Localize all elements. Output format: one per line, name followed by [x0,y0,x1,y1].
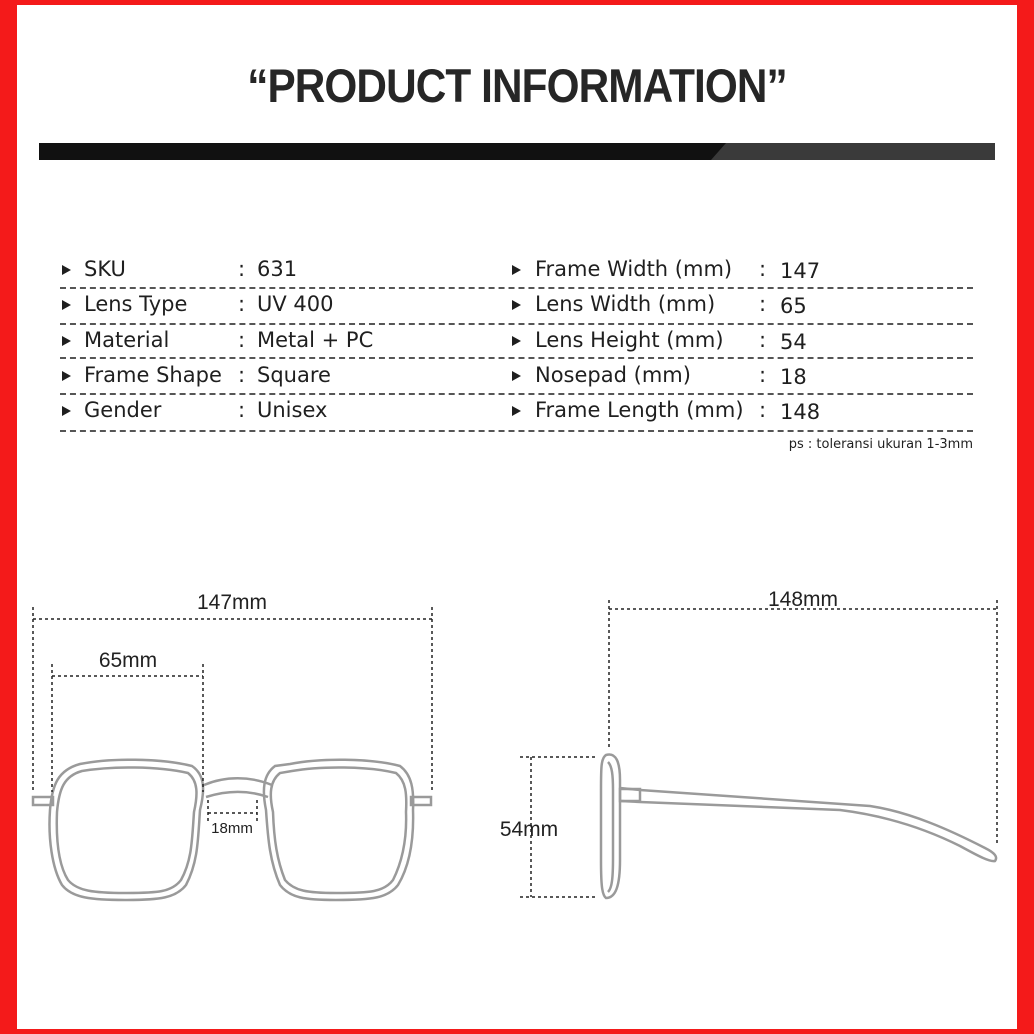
side-frame-front [601,754,620,898]
spec-left-colon: : [238,363,246,387]
frame-width-label: 147mm [196,591,268,614]
spec-right-colon: : [759,257,767,281]
temple-arm [620,788,996,861]
front-dimensions [33,607,432,822]
spec-left-value: Metal + PC [257,328,374,352]
spec-right-label: Frame Length (mm) [535,398,744,422]
spec-left-value: UV 400 [257,292,334,316]
spec-left-label: SKU [84,257,126,281]
spec-left-value: 631 [257,257,298,281]
spec-left-label: Material [84,328,170,352]
spec-left-label: Lens Type [84,292,188,316]
side-frame-front-inner [608,762,613,892]
left-lens-inner [57,767,197,893]
bridge-lower [206,792,268,797]
spec-right-colon: : [759,328,767,352]
side-dimensions [520,600,997,897]
lens-height-label: 54mm [499,818,559,841]
lens-width-label: 65mm [98,649,158,672]
spec-left-value: Unisex [257,398,328,422]
spec-right-value: 18 [780,365,807,389]
spec-right-label: Lens Width (mm) [535,292,716,316]
page-title: “PRODUCT INFORMATION” [247,59,787,112]
spec-left-colon: : [238,398,246,422]
spec-right-value: 147 [780,259,821,283]
spec-right-label: Frame Width (mm) [535,257,733,281]
spec-left-colon: : [238,328,246,352]
spec-right-colon: : [759,292,767,316]
spec-left-value: Square [257,363,331,387]
spec-left-label: Frame Shape [84,363,222,387]
left-lens-shape [50,760,204,900]
spec-right-label: Nosepad (mm) [535,363,691,387]
spec-left-label: Gender [84,398,162,422]
spec-right-value: 65 [780,294,807,318]
frame-length-label: 148mm [767,588,839,611]
nosepad-label: 18mm [211,820,253,837]
spec-right-colon: : [759,398,767,422]
right-lens-inner [271,767,406,893]
spec-left-colon: : [238,257,246,281]
side-view [601,754,996,898]
tolerance-note: ps : toleransi ukuran 1-3mm [788,437,973,452]
spec-left-colon: : [238,292,246,316]
spec-right-value: 54 [780,330,807,354]
spec-right-label: Lens Height (mm) [535,328,724,352]
spec-right-colon: : [759,363,767,387]
right-lens-shape [264,760,413,900]
bridge [204,778,272,785]
spec-right-value: 148 [780,400,821,424]
